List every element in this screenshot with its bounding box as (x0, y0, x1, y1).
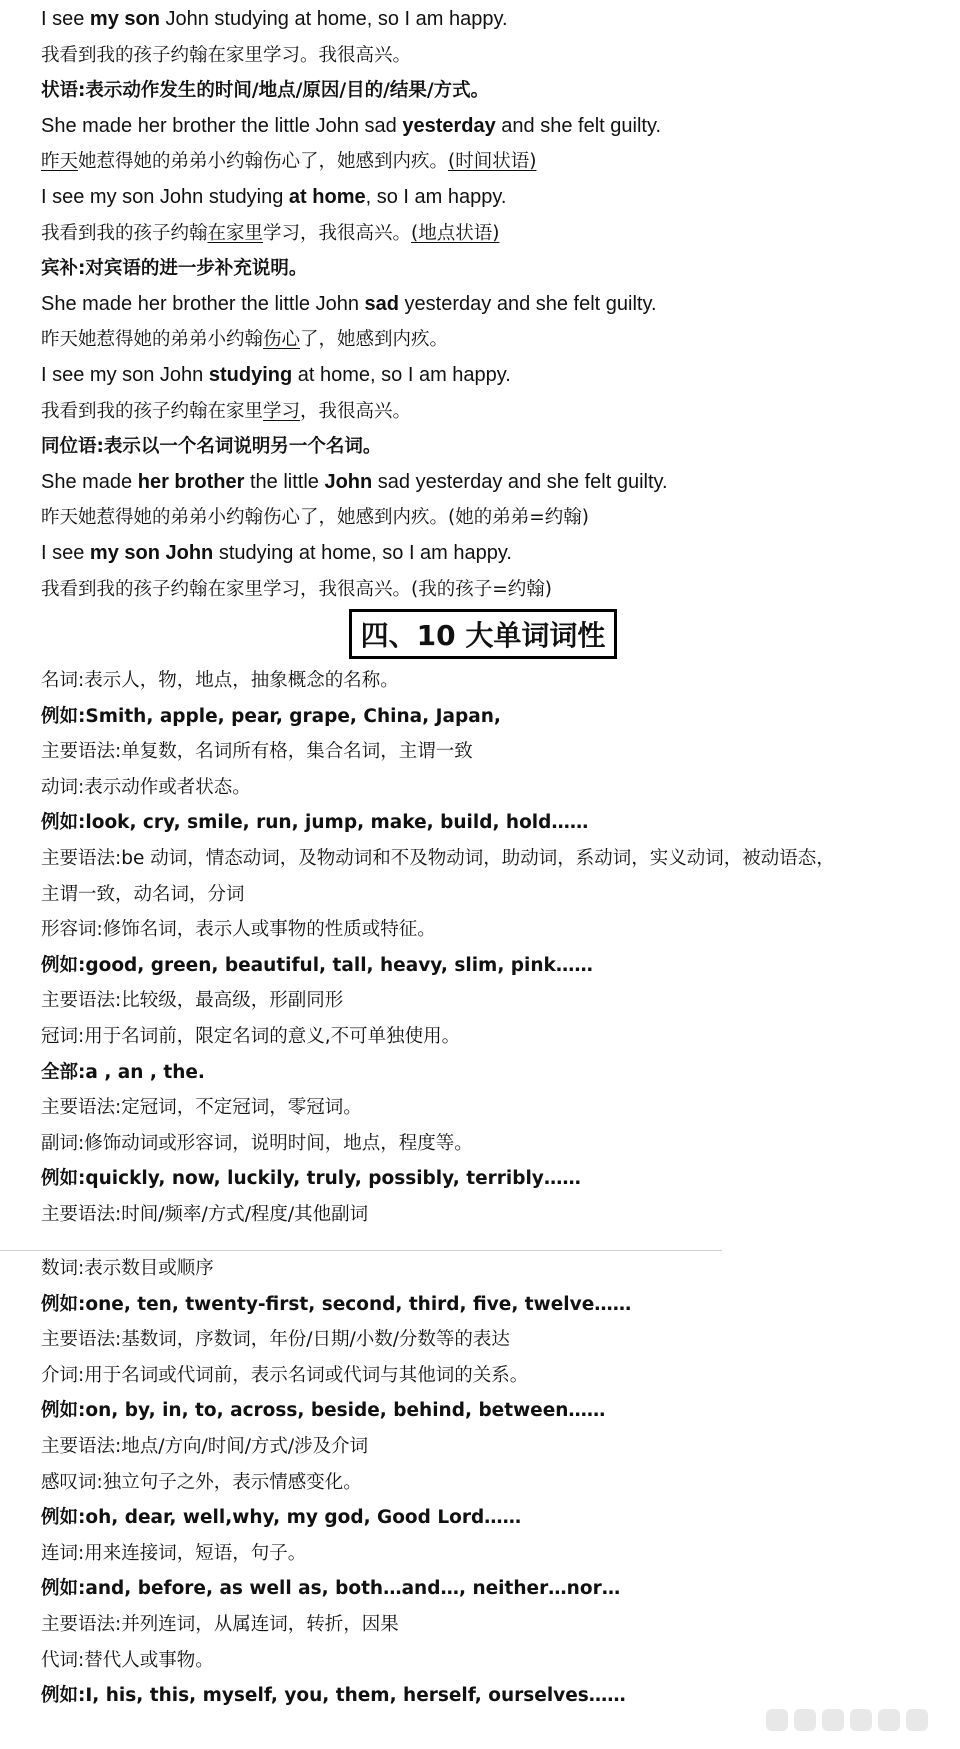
text-segment: 形容词:修饰名词，表示人或事物的性质或特征。 (41, 919, 436, 941)
text-segment: studying (208, 364, 293, 386)
text-segment: 例如:one, ten, twenty-first, second, third, five, twelve…… (41, 1293, 632, 1315)
text-line (41, 397, 411, 423)
text-line (41, 432, 381, 458)
page-divider (0, 1250, 722, 1251)
text-segment: at home (288, 186, 366, 208)
text-line (41, 666, 399, 692)
text-segment: I see my son John (41, 364, 209, 386)
text-line (41, 503, 589, 529)
text-line (41, 5, 508, 31)
text-segment: 主要语法:比较级，最高级，形副同形 (41, 990, 344, 1012)
text-segment: 例如:and, before, as well as, both…and…, neither…nor… (41, 1578, 621, 1600)
text-segment: 昨天她惹得她的弟弟小约翰 (41, 329, 264, 351)
text-line (41, 1325, 510, 1351)
text-segment: 主要语法:基数词，序数词，年份/日期/小数/分数等的表达 (41, 1329, 510, 1351)
text-segment: 伤心 (263, 329, 301, 351)
text-line (41, 1200, 368, 1226)
text-line (41, 1164, 581, 1190)
text-line (41, 1093, 362, 1119)
text-segment: John (324, 470, 373, 493)
text-segment: 例如:I, his, this, myself, you, them, herself, ourselves…… (41, 1685, 626, 1707)
text-segment: John studying at home, so I am happy. (159, 8, 508, 30)
text-segment: I see my son John studying (41, 186, 289, 208)
text-line (41, 1396, 605, 1422)
text-segment: 名词:表示人，物，地点，抽象概念的名称。 (41, 670, 399, 691)
text-segment: 我看到我的孩子约翰在家里 (41, 400, 264, 422)
text-segment: sad yesterday and she felt guilty. (372, 470, 668, 493)
text-segment: at home, so I am happy. (292, 364, 511, 386)
text-segment: I see (41, 8, 90, 30)
text-line (41, 1290, 631, 1316)
text-line (41, 702, 501, 728)
text-segment: 学习，我很高兴。 (263, 222, 412, 244)
text-segment: ，我很高兴。 (300, 400, 412, 422)
text-segment: 状语:表示动作发生的时间/地点/原因/目的/结果/方式。 (41, 80, 490, 102)
text-line (41, 290, 657, 316)
text-line (41, 361, 511, 387)
text-segment: , so I am happy. (365, 186, 507, 208)
text-line (41, 219, 499, 245)
text-segment: 我看到我的孩子约翰 (41, 222, 208, 244)
text-segment: 例如:good, green, beautiful, tall, heavy, slim, pink…… (41, 954, 593, 976)
text-segment: 主要语法:定冠词，不定冠词，零冠词。 (41, 1097, 362, 1119)
text-segment: 主要语法:be 动词，情态动词，及物动词和不及物动词，助动词，系动词，实义动词，被动语态， (41, 848, 835, 869)
text-segment: (地点状语) (411, 222, 500, 244)
text-segment: yesterday and she felt guilty. (399, 292, 657, 315)
text-segment: 我看到我的孩子约翰在家里学习。我很高兴。 (41, 44, 412, 66)
text-segment: 宾补:对宾语的进一步补充说明。 (41, 258, 308, 280)
text-segment: 同位语:表示以一个名词说明另一个名词。 (41, 436, 382, 458)
text-segment: I see (41, 542, 90, 564)
text-line (41, 1503, 521, 1529)
text-line (41, 539, 512, 565)
text-segment: 她惹得她的弟弟小约翰伤心了，她感到内疚。 (78, 151, 449, 173)
text-segment: 例如:quickly, now, luckily, truly, possibly, terribly…… (41, 1168, 581, 1190)
text-segment: 主要语法:时间/频率/方式/程度/其他副词 (41, 1204, 369, 1225)
text-line (41, 41, 411, 67)
text-line (41, 773, 251, 799)
text-segment: and she felt guilty. (495, 114, 662, 137)
text-segment: 学习 (263, 400, 301, 422)
text-segment: yesterday (402, 114, 496, 137)
text-segment: her brother (137, 470, 245, 493)
text-segment: my son (89, 8, 160, 30)
text-line (41, 1022, 460, 1048)
text-line (41, 325, 448, 351)
text-segment: 例如:look, cry, smile, run, jump, make, build, hold…… (41, 812, 589, 834)
text-segment: 主要语法:并列连词，从属连词，转折，因果 (41, 1614, 399, 1635)
text-line (41, 1574, 620, 1600)
text-segment: 例如:on, by, in, to, across, beside, behind, between…… (41, 1400, 606, 1422)
text-line (41, 737, 473, 763)
text-segment: 主要语法:单复数，名词所有格，集合名词，主谓一致 (41, 741, 473, 763)
text-segment: 代词:替代人或事物。 (41, 1649, 214, 1671)
text-line (41, 1646, 214, 1672)
text-line (41, 1610, 399, 1636)
text-segment: 动词:表示动作或者状态。 (41, 776, 251, 798)
text-segment: 了，她感到内疚。 (300, 329, 449, 351)
text-line (41, 575, 552, 601)
text-segment: 数词:表示数目或顺序 (41, 1258, 214, 1279)
text-line (41, 1681, 626, 1707)
text-segment: 昨天她惹得她的弟弟小约翰伤心了，她感到内疚。(她的弟弟=约翰) (41, 507, 589, 529)
text-segment: 例如:Smith, apple, pear, grape, China, Japan, (41, 705, 501, 727)
text-segment: She made her brother the little John sad (41, 114, 403, 137)
text-line (41, 1432, 368, 1458)
text-segment: 副词:修饰动词或形容词，说明时间，地点，程度等。 (41, 1132, 473, 1154)
text-segment: 例如:oh, dear, well,why, my god, Good Lord…… (41, 1507, 522, 1529)
text-line (41, 112, 661, 138)
text-line (41, 844, 835, 870)
text-line (41, 468, 668, 494)
text-line (41, 915, 436, 941)
text-segment: 全部:a , an , the. (41, 1061, 205, 1083)
text-segment: 连词:用来连接词，短语，句子。 (41, 1542, 307, 1564)
text-line (41, 76, 489, 102)
text-line (41, 986, 343, 1012)
text-segment: 我看到我的孩子约翰在家里学习，我很高兴。(我的孩子=约翰) (41, 578, 552, 600)
text-segment: 介词:用于名词或代词前，表示名词或代词与其他词的关系。 (41, 1364, 529, 1386)
text-segment: 冠词:用于名词前，限定名词的意义,不可单独使用。 (41, 1026, 461, 1047)
text-segment: the little (244, 470, 325, 493)
text-segment: 主要语法:地点/方向/时间/方式/涉及介词 (41, 1436, 369, 1457)
text-line (41, 1361, 528, 1387)
section-heading: 四、10 大单词词性 (349, 609, 617, 659)
text-line (41, 808, 588, 834)
text-line (41, 254, 307, 280)
text-segment: She made (41, 470, 138, 493)
text-segment: 在家里 (207, 222, 264, 244)
text-segment: 昨天 (41, 151, 79, 173)
text-segment: 感叹词:独立句子之外，表示情感变化。 (41, 1471, 362, 1493)
text-segment: studying at home, so I am happy. (213, 542, 512, 564)
text-line (41, 1129, 473, 1155)
text-line (41, 147, 536, 173)
text-segment: (时间状语) (448, 151, 537, 173)
text-segment: She made her brother the little John (41, 292, 365, 315)
text-segment: my son John (89, 542, 214, 564)
text-line (41, 183, 506, 209)
text-line (41, 1254, 214, 1280)
text-segment: 主谓一致，动名词，分词 (41, 883, 245, 905)
text-line (41, 880, 245, 906)
text-line (41, 1058, 205, 1084)
text-line (41, 1468, 362, 1494)
watermark-logo (766, 1709, 934, 1731)
text-line (41, 951, 593, 977)
text-segment: sad (364, 292, 399, 315)
text-line (41, 1539, 306, 1565)
